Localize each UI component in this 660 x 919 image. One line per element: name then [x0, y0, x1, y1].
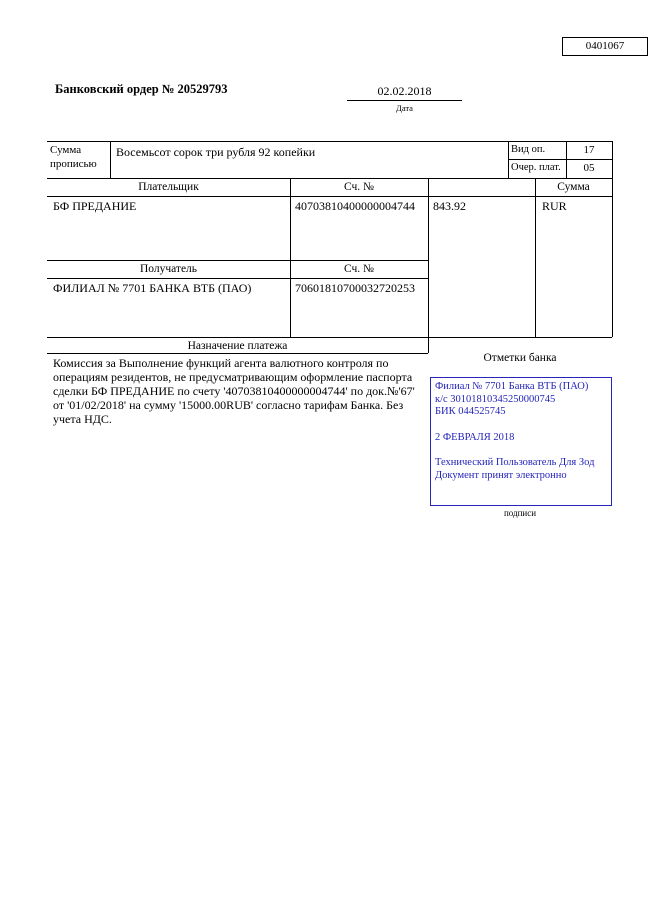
date-underline [347, 100, 462, 101]
table-border-line [47, 196, 612, 197]
payer-account-header: Сч. № [343, 181, 375, 193]
amount-header: Сумма [557, 181, 590, 193]
table-border-line [110, 141, 111, 178]
payer-account: 40703810400000004744 [295, 199, 415, 213]
table-border-line [47, 260, 428, 261]
bank-stamp [430, 377, 612, 506]
table-border-line [47, 353, 428, 354]
table-border-line [508, 159, 612, 160]
bank-marks-header: Отметки банка [483, 352, 557, 364]
table-border-line [47, 337, 612, 338]
recipient-account-header: Сч. № [343, 263, 375, 275]
payer-header: Плательщик [138, 181, 199, 193]
amount-in-words-label: Сумма прописью [50, 144, 97, 170]
recipient-account: 70601810700032720253 [295, 281, 415, 295]
recipient-name: ФИЛИАЛ № 7701 БАНКА ВТБ (ПАО) [53, 281, 252, 295]
stamp-date-line: 2 ФЕВРАЛЯ 2018 [435, 431, 515, 443]
table-border-line [47, 178, 612, 179]
table-border-line [47, 278, 428, 279]
operation-type-value: 17 [583, 144, 595, 156]
date-label: Дата [396, 103, 413, 113]
date-value: 02.02.2018 [377, 84, 432, 98]
table-border-line [535, 178, 536, 337]
currency-code: RUR [542, 199, 567, 213]
payer-name: БФ ПРЕДАНИЕ [53, 199, 137, 213]
stamp-corr-account-line: к/с 30101810345250000745 [435, 393, 556, 405]
table-border-line [612, 141, 613, 337]
recipient-header: Получатель [139, 263, 198, 275]
purpose-header: Назначение платежа [187, 340, 288, 352]
document-title: Банковский ордер № 20529793 [55, 82, 228, 96]
table-border-line [508, 141, 509, 178]
operation-type-label: Вид оп. [511, 144, 546, 155]
table-border-line [428, 178, 429, 353]
stamp-branch-line: Филиал № 7701 Банка ВТБ (ПАО) [435, 381, 589, 392]
stamp-accepted-line: Документ принят электронно [435, 469, 567, 481]
payment-priority-value: 05 [583, 162, 595, 174]
amount-value: 843.92 [433, 199, 466, 213]
payment-priority-label: Очер. плат. [511, 162, 561, 173]
table-border-line [290, 178, 291, 337]
purpose-text: Комиссия за Выполнение функций агента валютного контроля по операциям резидентов, не предусматривающим оформление паспорта сделки БФ ПРЕДАНИЕ по счету '40703810400000004744' по док.№'67' от '01/02/2018' на сумму '15000.00RUB' согласно тарифам Банка. Без учета НДС. [53, 356, 415, 426]
table-border-line [47, 141, 612, 142]
amount-in-words-value: Восемьсот сорок три рубля 92 копейки [116, 145, 316, 159]
form-code: 0401067 [585, 40, 625, 52]
form-code-box [562, 37, 648, 56]
stamp-bik-line: БИК 044525745 [435, 406, 506, 417]
signatures-label: подписи [503, 508, 537, 518]
stamp-user-line: Технический Пользователь Для Зод [435, 457, 595, 468]
